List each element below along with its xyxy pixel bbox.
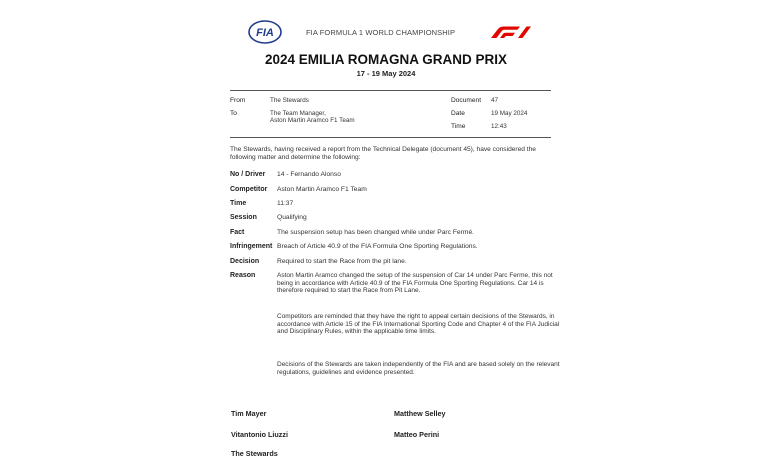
date-value: 19 May 2024 xyxy=(491,110,528,117)
fact-label: Fact xyxy=(230,229,245,236)
document-label: Document xyxy=(451,97,482,104)
reason-label: Reason xyxy=(230,272,256,279)
reason-value: Aston Martin Aramco changed the setup of the suspension of Car 14 under Parc Ferme, this not being in accordance with Article 40.9 of the FIA Formula One Sporting Regulations. Car 14 is therefore required to start the Race from Pit Lane. xyxy=(277,272,553,294)
bottom-divider xyxy=(230,137,551,138)
fia-logo-text: FIA xyxy=(256,27,274,39)
infringement-label: Infringement xyxy=(230,243,273,250)
decision-label: Decision xyxy=(230,258,260,265)
date-label: Date xyxy=(451,110,465,117)
session-label: Session xyxy=(230,214,257,221)
from-value: The Stewards xyxy=(270,97,309,104)
to-label: To xyxy=(230,110,237,117)
driver-label: No / Driver xyxy=(230,171,266,178)
competitor-value: Aston Martin Aramco F1 Team xyxy=(277,186,367,193)
steward-name: Matteo Perini xyxy=(394,430,440,439)
stewards-closing: The Stewards xyxy=(231,449,278,458)
session-value: Qualifying xyxy=(277,214,307,221)
time-label: Time xyxy=(451,123,466,130)
appeal-notice: Competitors are reminded that they have the right to appeal certain decisions of the Stewards, in accordance with Article 15 of the FIA International Sporting Code and Chapter 4 of the FIA Judicial and Disciplinary Rules, within the applicable time limits. xyxy=(277,313,560,335)
to-value-line2: Aston Martin Aramco F1 Team xyxy=(270,117,355,124)
document-value: 47 xyxy=(491,97,499,104)
steward-name: Vitantonio Liuzzi xyxy=(231,430,288,439)
top-divider xyxy=(230,90,551,91)
fact-value: The suspension setup has been changed while under Parc Fermé. xyxy=(277,229,475,236)
event-dates: 17 - 19 May 2024 xyxy=(356,69,416,78)
championship-title: FIA FORMULA 1 WORLD CHAMPIONSHIP xyxy=(306,28,456,37)
steward-name: Tim Mayer xyxy=(231,409,267,418)
infringement-value: Breach of Article 40.9 of the FIA Formula One Sporting Regulations. xyxy=(277,243,478,250)
time-value: 12:43 xyxy=(491,123,507,130)
fia-logo xyxy=(248,20,282,44)
driver-value: 14 - Fernando Alonso xyxy=(277,171,341,178)
time-row-label: Time xyxy=(230,200,247,207)
f1-logo xyxy=(487,25,533,39)
page-title: 2024 EMILIA ROMAGNA GRAND PRIX xyxy=(264,52,508,67)
intro-paragraph: The Stewards, having received a report from the Technical Delegate (document 45), have considered the following matter and determine the following: xyxy=(230,146,536,161)
independence-notice: Decisions of the Stewards are taken independently of the FIA and are based solely on the relevant regulations, guidelines and evidence presented. xyxy=(277,361,560,376)
time-row-value: 11:37 xyxy=(277,200,294,207)
steward-name: Matthew Selley xyxy=(394,409,446,418)
decision-value: Required to start the Race from the pit lane. xyxy=(277,258,407,265)
from-label: From xyxy=(230,97,246,104)
competitor-label: Competitor xyxy=(230,186,268,193)
to-value-line1: The Team Manager, xyxy=(270,110,326,117)
